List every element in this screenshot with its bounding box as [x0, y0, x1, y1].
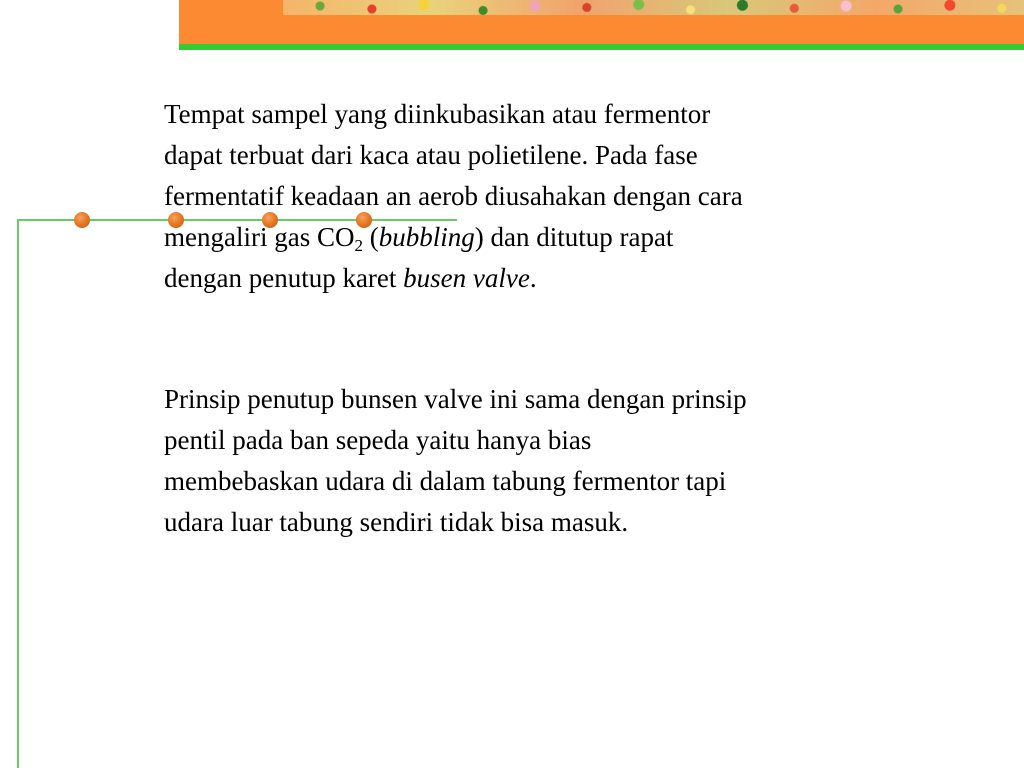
text-fragment: ) dan ditutup rapat	[474, 222, 674, 252]
header-green-stripe	[179, 44, 1024, 50]
text-line: udara luar tabung sendiri tidak bisa masuk.	[164, 507, 629, 537]
text-fragment: (	[362, 222, 379, 252]
header-floral-texture	[283, 0, 1024, 15]
italic-term-bubbling: bubbling	[378, 222, 475, 252]
text-fragment: .	[529, 263, 537, 293]
text-line: fermentatif keadaan an aerob diusahakan dengan cara	[164, 181, 743, 211]
subscript-two: 2	[354, 236, 363, 255]
text-line: pentil pada ban sepeda yaitu hanya bias	[164, 425, 592, 455]
decorative-dot-icon	[74, 212, 90, 228]
slide-content	[164, 94, 909, 543]
text-line: mengaliri gas CO	[164, 222, 355, 252]
paragraph-bunsen-valve-principle	[164, 379, 909, 543]
paragraph-fermentor-description	[164, 94, 909, 299]
frame-vertical-line	[17, 220, 19, 768]
text-line: dapat terbuat dari kaca atau polietilene. Pada fase	[164, 140, 698, 170]
italic-term-busen-valve: busen valve	[403, 263, 530, 293]
text-line: dengan penutup karet	[164, 263, 404, 293]
text-line: Prinsip penutup bunsen valve ini sama dengan prinsip	[164, 384, 747, 414]
text-line: membebaskan udara di dalam tabung fermentor tapi	[164, 466, 727, 496]
text-line: Tempat sampel yang diinkubasikan atau fermentor	[164, 99, 711, 129]
